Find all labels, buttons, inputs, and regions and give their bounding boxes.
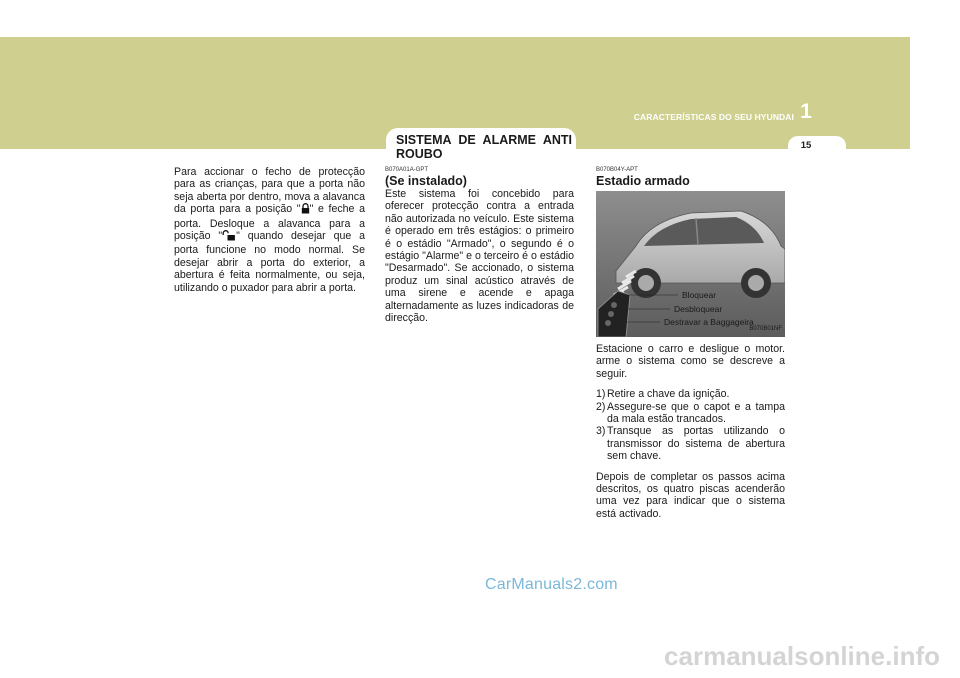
alarm-description: Este sistema foi concebido para oferecer protecção contra a entrada não autorizada no veículo. Este sistema é operado em três estágios: o primeiro é o estádio "Armado", o segundo é o estágio "Alarme" e o terceiro é o estádio "Desarmado". Se accionado, o sistema produz um sinal acústico através de uma sirene e acende e apaga alternadamente as luzes indicadoras de direcção. [385, 188, 574, 325]
armed-heading: Estadio armado [596, 174, 690, 188]
child-lock-text-c: " quando desejar que a porta funcione no modo normal. Se desejar abrir a porta do exterior, a abertura é feita normalmente, ou seja, utilizando o puxador para abrir a porta. [174, 230, 365, 294]
unlock-icon [222, 230, 236, 244]
step-text: Retire a chave da ignição. [607, 388, 730, 401]
step-number: 1) [596, 388, 606, 401]
armed-closing: Depois de completar os passos acima descritos, os quatro piscas acenderão uma vez para indicar que o sistema está activado. [596, 470, 785, 520]
subheading-if-installed: (Se instalado) [385, 174, 467, 188]
child-lock-text-b: " e feche a porta. Desloque a alavanca para a posição " [174, 203, 365, 243]
step-number: 2) [596, 400, 606, 413]
list-item [596, 388, 785, 400]
page-number: 15 [800, 140, 812, 151]
step-number: 3) [596, 425, 606, 438]
armed-code: B070B04Y-APT [596, 167, 638, 173]
armed-intro: Estacione o carro e desligue o motor. arme o sistema como se descreve a seguir. [596, 343, 785, 380]
footer-site-watermark: carmanualsonline.info [664, 641, 940, 671]
chapter-number: 1 [800, 100, 812, 123]
column-armed-stage [596, 166, 785, 520]
armed-steps [596, 388, 785, 462]
step-text: Transque as portas utilizando o transmissor do sistema de abertura sem chave. [607, 425, 785, 463]
child-lock-text-a: Para accionar o fecho de protecção para as crianças, para que a porta não seja aberta por dentro, mova a alavanca da porta para a posição " [174, 166, 365, 216]
child-lock-paragraph [174, 166, 365, 294]
section-code: B070A01A-GPT [385, 167, 429, 173]
list-item [596, 401, 785, 426]
callout-lock: Bloquear [682, 290, 717, 300]
callout-unlock: Desbloquear [674, 304, 723, 314]
step-text: Assegure-se que o capot e a tampa da mala estão trancados. [607, 400, 785, 426]
key-transmitter-figure [596, 191, 785, 337]
figure-code: B070B01NF [749, 325, 782, 332]
lock-icon [301, 203, 310, 217]
column-alarm-intro [385, 166, 574, 324]
callout-trunk: Destravar a Baggageira [664, 317, 754, 327]
list-item [596, 425, 785, 462]
column-child-lock [174, 166, 365, 294]
watermark-link[interactable]: CarManuals2.com [485, 576, 618, 593]
chapter-title: CARACTERÍSTICAS DO SEU HYUNDAI [633, 112, 794, 122]
section-title: SISTEMA DE ALARME ANTI ROUBO [396, 133, 572, 161]
